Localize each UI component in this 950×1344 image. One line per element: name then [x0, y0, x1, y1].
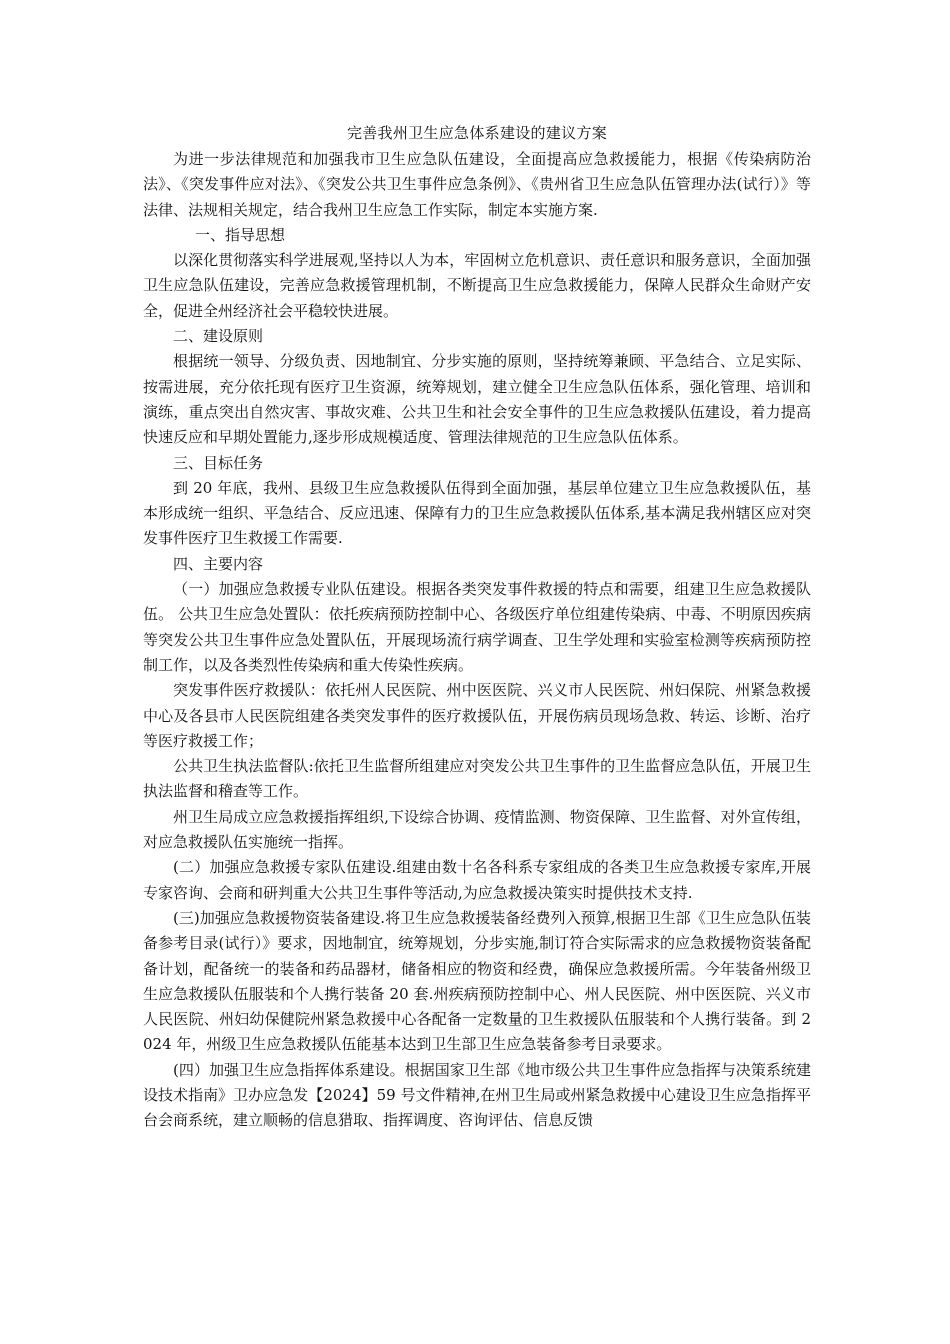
document-body	[143, 147, 811, 1134]
paragraph: 州卫生局成立应急救援指挥组织,下设综合协调、疫情监测、物资保障、卫生监督、对外宣传组，对应急救援队伍实施统一指挥。	[143, 807, 811, 852]
paragraph: 根据统一领导、分级负责、因地制宜、分步实施的原则，坚持统筹兼顾、平急结合、立足实际、按需进展，充分依托现有医疗卫生资源，统筹规划，建立健全卫生应急队伍体系，强化管理、培训和演练，重点突出自然灾害、事故灾难、公共卫生和社会安全事件的卫生应急救援队伍建设，着力提高快速反应和早期处置能力,逐步形成规模适度、管理法律规范的卫生应急队伍体系。	[143, 352, 811, 447]
paragraph: 公共卫生执法监督队:依托卫生监督所组建应对突发公共卫生事件的卫生监督应急队伍，开展卫生执法监督和稽查等工作。	[143, 757, 811, 801]
section-heading: 一、指导思想	[195, 225, 286, 244]
paragraph: 为进一步法律规范和加强我市卫生应急队伍建设，全面提高应急救援能力，根据《传染病防治法》、《突发事件应对法》、《突发公共卫生事件应急条例》、《贵州省卫生应急队伍管理办法(试行）》等法律、法规相关规定，结合我州卫生应急工作实际，制定本实施方案.	[143, 150, 811, 219]
document-title: 完善我州卫生应急体系建设的建议方案	[346, 124, 608, 142]
paragraph: 到 20 年底，我州、县级卫生应急救援队伍得到全面加强，基层单位建立卫生应急救援队伍，基本形成统一组织、平急结合、反应迅速、保障有力的卫生应急救援队伍体系,基本满足我州辖区应对突发事件医疗卫生救援工作需要.	[143, 478, 811, 548]
document-page	[143, 122, 811, 1134]
section-heading: 四、主要内容	[173, 554, 264, 573]
paragraph: (三)加强应急救援物资装备建设.将卫生应急救援装备经费列入预算,根据卫生部《卫生应急队伍装备参考目录(试行）》要求，因地制宜，统筹规划，分步实施,制订符合实际需求的应急救援物资装备配备计划，配备统一的装备和药品器材，储备相应的物资和经费，确保应急救援所需。今年装备州级卫生应急救援队伍服装和个人携行装备 20 套.州疾病预防控制中心、州人民医院、州中医医院、兴义市人民医院、州妇幼保健院州紧急救援中心各配备一定数量的卫生救援队伍服装和个人携行装备。到 2024 年，州级卫生应急救援队伍能基本达到卫生部卫生应急装备参考目录要求。	[143, 908, 811, 1054]
section-heading: 三、目标任务	[173, 453, 264, 472]
paragraph: 突发事件医疗救援队：依托州人民医院、州中医医院、兴义市人民医院、州妇保院、州紧急救援中心及各县市人民医院组建各类突发事件的医疗救援队伍，开展伤病员现场急救、转运、诊断、治疗等医疗救援工作；	[143, 681, 811, 750]
paragraph: （一）加强应急救援专业队伍建设。根据各类突发事件救援的特点和需要，组建卫生应急救援队伍。 公共卫生应急处置队：依托疾病预防控制中心、各级医疗单位组建传染病、中毒、不明原因疾病等突发公共卫生事件应急处置队伍，开展现场流行病学调查、卫生学处理和实验室检测等疾病预防控制工作，以及各类烈性传染病和重大传染性疾病。	[143, 580, 811, 674]
section-heading: 二、建设原则	[173, 327, 264, 346]
paragraph: (四）加强卫生应急指挥体系建设。根据国家卫生部《地市级公共卫生事件应急指挥与决策系统建设技术指南》卫办应急发【2024】59 号文件精神,在州卫生局或州紧急救援中心建设卫生应急指挥平台会商系统，建立顺畅的信息猎取、指挥调度、咨询评估、信息反馈	[143, 1060, 811, 1130]
paragraph: 以深化贯彻落实科学进展观,坚持以人为本，牢固树立危机意识、责任意识和服务意识，全面加强卫生应急队伍建设，完善应急救援管理机制，不断提高卫生应急救援能力，保障人民群众生命财产安全，促进全州经济社会平稳较快进展。	[143, 251, 811, 320]
paragraph: (二）加强应急救援专家队伍建设.组建由数十名各科系专家组成的各类卫生应急救援专家库,开展专家咨询、会商和研判重大公共卫生事件等活动,为应急救援决策实时提供技术支持.	[143, 858, 811, 902]
